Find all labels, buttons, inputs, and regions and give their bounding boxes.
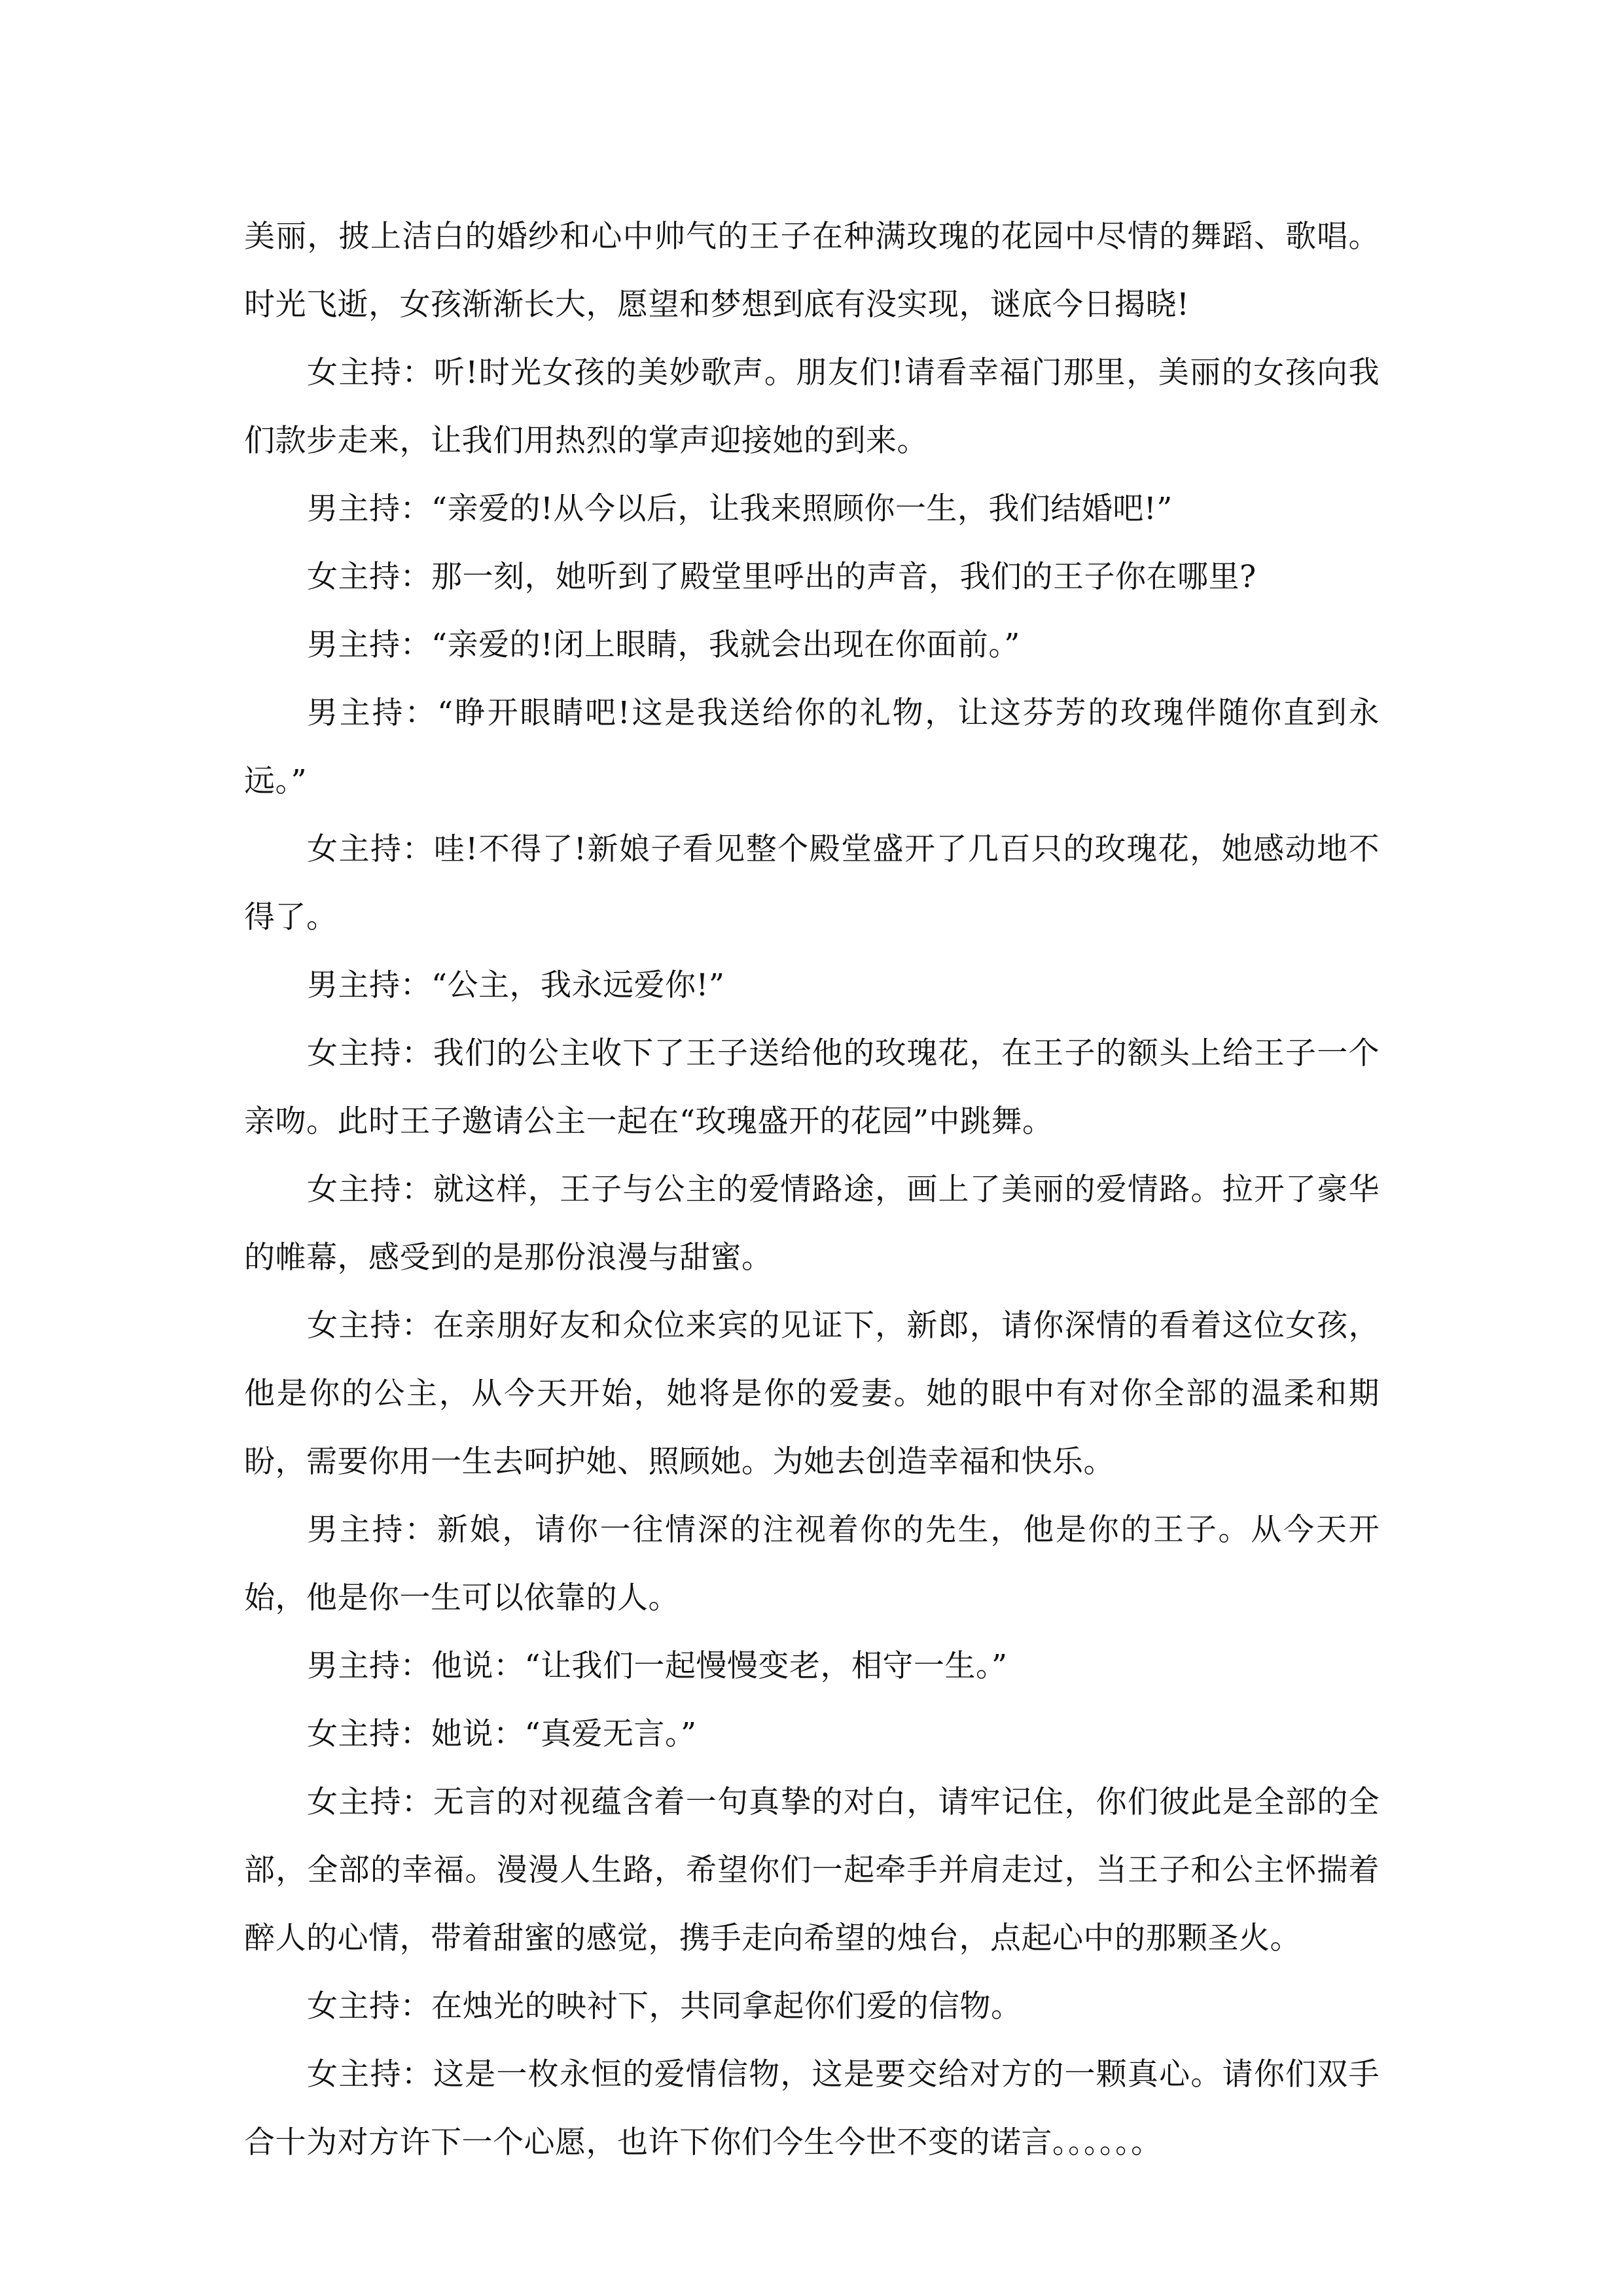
- document-body: [244, 203, 1380, 2177]
- paragraph: 女主持：哇!不得了!新娘子看见整个殿堂盛开了几百只的玫瑰花，她感动地不得了。: [244, 831, 1380, 935]
- paragraph: 女主持：她说：“真爱无言。”: [307, 1716, 697, 1752]
- paragraph-continuation: 美丽，披上洁白的婚纱和心中帅气的王子在种满玫瑰的花园中尽情的舞蹈、歌唱。时光飞逝，女孩渐渐长大，愿望和梦想到底有没实现，谜底今日揭晓!: [244, 219, 1380, 323]
- paragraph: 女主持：在亲朋好友和众位来宾的见证下，新郎，请你深情的看着这位女孩，他是你的公主，从今天开始，她将是你的爱妻。她的眼中有对你全部的温柔和期盼，需要你用一生去呵护她、照顾她。为她去创造幸福和快乐。: [244, 1308, 1380, 1480]
- paragraph: 男主持：他说：“让我们一起慢慢变老，相守一生。”: [307, 1648, 1008, 1684]
- paragraph: 女主持：听!时光女孩的美妙歌声。朋友们!请看幸福门那里，美丽的女孩向我们款步走来，让我们用热烈的掌声迎接她的到来。: [244, 355, 1380, 459]
- paragraph: 女主持：无言的对视蕴含着一句真挚的对白，请牢记住，你们彼此是全部的全部，全部的幸福。漫漫人生路，希望你们一起牵手并肩走过，当王子和公主怀揣着醉人的心情，带着甜蜜的感觉，携手走向希望的烛台，点起心中的那颗圣火。: [244, 1784, 1380, 1956]
- paragraph: 男主持：“公主，我永远爱你!”: [307, 967, 725, 1003]
- paragraph: 女主持：那一刻，她听到了殿堂里呼出的声音，我们的王子你在哪里?: [307, 559, 1257, 595]
- paragraph: 女主持：在烛光的映衬下，共同拿起你们爱的信物。: [307, 1988, 1022, 2024]
- paragraph: 男主持：“睁开眼睛吧!这是我送给你的礼物，让这芬芳的玫瑰伴随你直到永远。”: [244, 695, 1380, 799]
- paragraph: 女主持：就这样，王子与公主的爱情路途，画上了美丽的爱情路。拉开了豪华的帷幕，感受到的是那份浪漫与甜蜜。: [244, 1172, 1380, 1276]
- paragraph: 男主持：“亲爱的!从今以后，让我来照顾你一生，我们结婚吧!”: [307, 491, 1173, 527]
- paragraph: 女主持：这是一枚永恒的爱情信物，这是要交给对方的一颗真心。请你们双手合十为对方许下一个心愿，也许下你们今生今世不变的诺言。。。。。。: [244, 2056, 1380, 2161]
- paragraph: 男主持：新娘，请你一往情深的注视着你的先生，他是你的王子。从今天开始，他是你一生可以依靠的人。: [244, 1512, 1380, 1616]
- paragraph: 女主持：我们的公主收下了王子送给他的玫瑰花，在王子的额头上给王子一个亲吻。此时王子邀请公主一起在“玫瑰盛开的花园”中跳舞。: [244, 1035, 1380, 1139]
- paragraph: 男主持：“亲爱的!闭上眼睛，我就会出现在你面前。”: [307, 627, 1020, 663]
